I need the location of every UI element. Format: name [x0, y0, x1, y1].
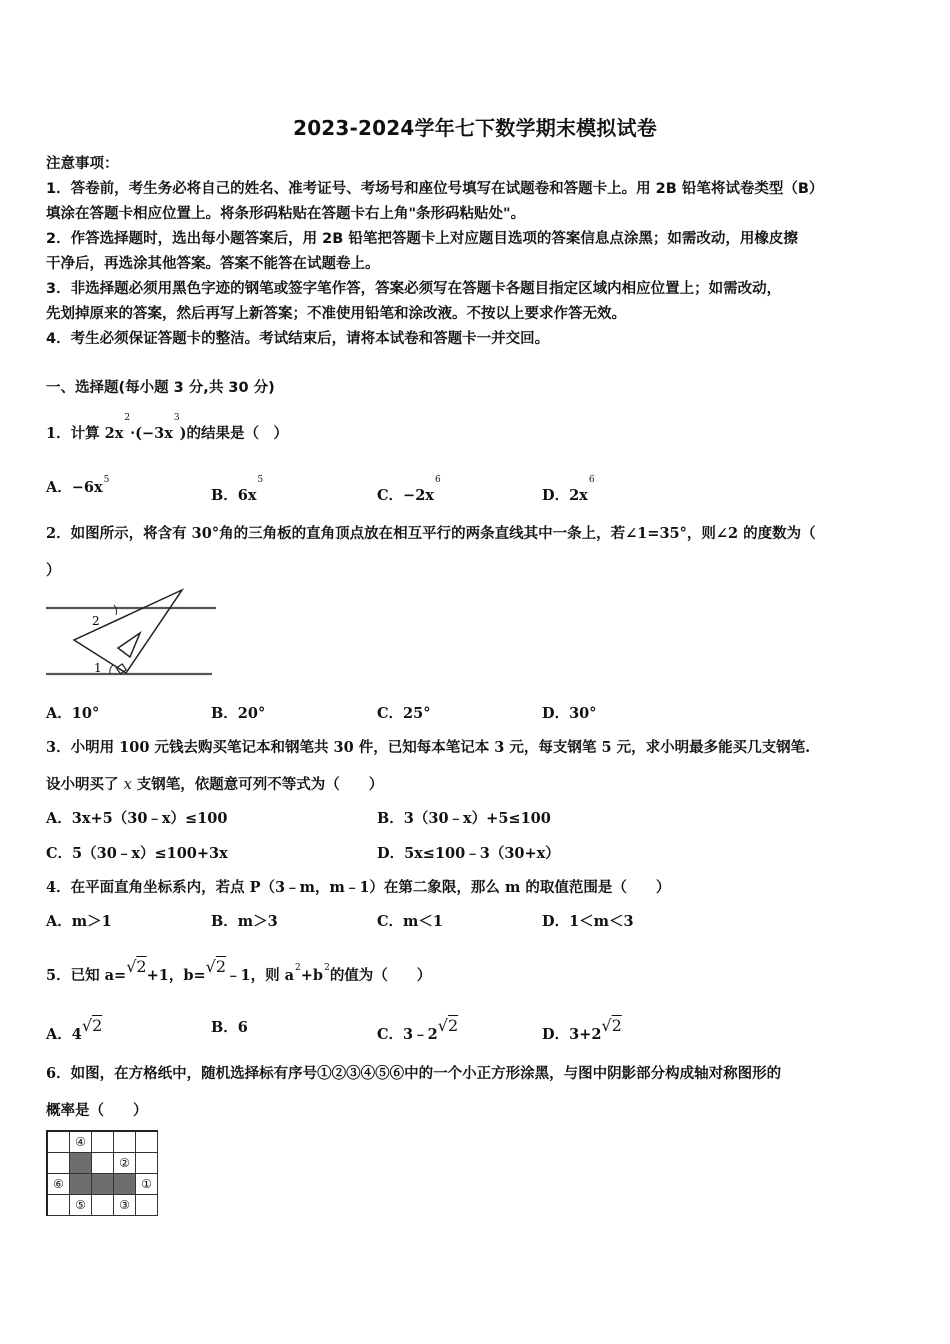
question-4-stem — [46, 876, 670, 897]
question-3-stem-line2: 设小明买了 x 支钢笔，依题意可列不等式为（ ） — [46, 776, 384, 793]
q2-option-c: C．25° — [377, 705, 431, 722]
stem-text: 小明用 100 元钱去购买笔记本和钢笔共 30 件，已知每本笔记本 3 元，每支钢笔 5 元，求小明最多能买几支钢笔. — [70, 739, 811, 756]
grid-cell-shaded — [70, 1153, 92, 1174]
grid-cell — [47, 1195, 70, 1216]
question-5-stem: 5．已知 a=√2+1，b=√2﹣1，则 $a^2+b^2$的值为（ ） — [46, 957, 432, 984]
notice-line: 2．作答选择题时，选出每小题答案后，用 2B 铅笔把答题卡上对应题目选项的答案信息点涂黑；如需改动，用橡皮擦 — [46, 231, 798, 247]
question-3-stem — [46, 736, 810, 757]
grid-cell — [47, 1131, 70, 1153]
notice-line: 填涂在答题卡相应位置上。将条形码粘贴在答题卡右上角"条形码粘贴处"。 — [46, 206, 526, 222]
question-number: 2． — [46, 525, 71, 542]
question-1-stem — [46, 413, 288, 443]
angle-2-label: 2 — [92, 614, 100, 628]
stem-text: 在平面直角坐标系内，若点 P（3﹣m，m﹣1）在第二象限，那么 m 的取值范围是（ ） — [70, 879, 671, 896]
grid-row — [47, 1195, 158, 1216]
question-6-stem — [46, 1062, 781, 1083]
page-title: 2023-2024学年七下数学期末模拟试卷 — [293, 116, 657, 140]
question-number: 5． — [46, 967, 71, 984]
q1-option-d: D．$2x^6$ — [542, 475, 595, 504]
exponent: 2 — [124, 413, 131, 423]
question-6-stem-line2: 概率是（ ） — [46, 1102, 148, 1119]
grid-row — [47, 1174, 158, 1195]
q1-option-c: C．$-2x^6$ — [377, 475, 441, 504]
q3-option-b: B．3（30﹣x）+5≤100 — [377, 810, 551, 827]
stem-text: ·(−3x — [130, 425, 173, 442]
q5-option-a: A．4√2 — [46, 1016, 103, 1043]
notice-line: 4．考生必须保证答题卡的整洁。考试结束后，请将本试卷和答题卡一并交回。 — [46, 331, 550, 347]
section-heading: 一、选择题(每小题 3 分,共 30 分) — [46, 380, 275, 396]
grid-cell — [47, 1153, 70, 1174]
grid-cell — [92, 1131, 114, 1153]
stem-text: 计算 2x — [70, 425, 124, 442]
q5-option-d: D．3+2√2 — [542, 1016, 622, 1043]
question-number: 1． — [46, 425, 71, 442]
grid-row — [47, 1153, 158, 1174]
sqrt-symbol: √2 — [81, 1016, 103, 1035]
grid-cell-numbered: ③ — [114, 1195, 136, 1216]
q2-option-b: B．20° — [211, 705, 266, 722]
question-number: 6． — [46, 1065, 71, 1082]
grid-cell-numbered: ④ — [70, 1131, 92, 1153]
question-2-stem — [46, 522, 816, 543]
sqrt-symbol: √2 — [205, 957, 226, 976]
exponent: 3 — [173, 413, 180, 423]
sqrt-symbol: √2 — [126, 957, 147, 976]
q5-option-b: B．6 — [211, 1019, 248, 1036]
grid-row — [47, 1131, 158, 1153]
stem-text: 如图，在方格纸中，随机选择标有序号①②③④⑤⑥中的一个小正方形涂黑，与图中阴影部分构成轴对称图形的 — [70, 1065, 782, 1082]
grid-cell-shaded — [70, 1174, 92, 1195]
grid-cell — [92, 1153, 114, 1174]
q4-option-d: D．1＜m＜3 — [542, 913, 634, 930]
grid-cell-numbered: ⑥ — [47, 1174, 70, 1195]
triangle-ruler-figure — [44, 585, 219, 685]
q3-option-a: A．3x+5（30﹣x）≤100 — [46, 810, 228, 827]
notice-line: 3．非选择题必须用黑色字迹的钢笔或签字笔作答，答案必须写在答题卡各题目指定区域内相应位置上；如需改动， — [46, 281, 782, 297]
stem-text: 如图所示，将含有 30°角的三角板的直角顶点放在相互平行的两条直线其中一条上，若∠1=35°，则∠2 的度数为（ — [70, 525, 816, 542]
sqrt-symbol: √2 — [601, 1016, 622, 1035]
angle-1-label: 1 — [94, 661, 102, 675]
q2-option-d: D．30° — [542, 705, 597, 722]
grid-cell — [114, 1131, 136, 1153]
question-number: 3． — [46, 739, 71, 756]
q4-option-a: A．m＞1 — [46, 913, 112, 930]
grid-cell-numbered: ① — [136, 1174, 158, 1195]
grid-cell-shaded — [114, 1174, 136, 1195]
q2-option-a: A．10° — [46, 705, 100, 722]
grid-cell — [92, 1195, 114, 1216]
grid-cell — [136, 1153, 158, 1174]
q1-option-b: B．$6x^5$ — [211, 475, 264, 504]
notice-line: 干净后，再选涂其他答案。答案不能答在试题卷上。 — [46, 256, 380, 272]
q1-option-a: A．$-6x^5$ — [46, 475, 110, 496]
grid-cell-numbered: ② — [114, 1153, 136, 1174]
grid-cell-shaded — [92, 1174, 114, 1195]
square-grid — [46, 1130, 158, 1216]
notice-heading: 注意事项： — [46, 156, 119, 172]
grid-cell — [136, 1195, 158, 1216]
question-number: 4． — [46, 879, 71, 896]
grid-figure — [46, 1130, 158, 1216]
notice-line: 先划掉原来的答案，然后再写上新答案；不准使用铅笔和涂改液。不按以上要求作答无效。 — [46, 306, 626, 322]
grid-cell — [136, 1131, 158, 1153]
q3-option-c: C．5（30﹣x）≤100+3x — [46, 845, 228, 862]
sqrt-symbol: √2 — [437, 1016, 459, 1035]
q5-option-c: C．3﹣2√2 — [377, 1016, 459, 1043]
stem-text: )的结果是（ ） — [179, 425, 289, 442]
q3-option-d: D．5x≤100﹣3（30+x） — [377, 845, 560, 862]
q4-option-b: B．m＞3 — [211, 913, 278, 930]
question-2-stem-end: ） — [46, 562, 61, 579]
grid-cell-numbered: ⑤ — [70, 1195, 92, 1216]
q4-option-c: C．m＜1 — [377, 913, 443, 930]
notice-line: 1．答卷前，考生务必将自己的姓名、准考证号、考场号和座位号填写在试题卷和答题卡上。用 2B 铅笔将试卷类型（B） — [46, 181, 824, 197]
